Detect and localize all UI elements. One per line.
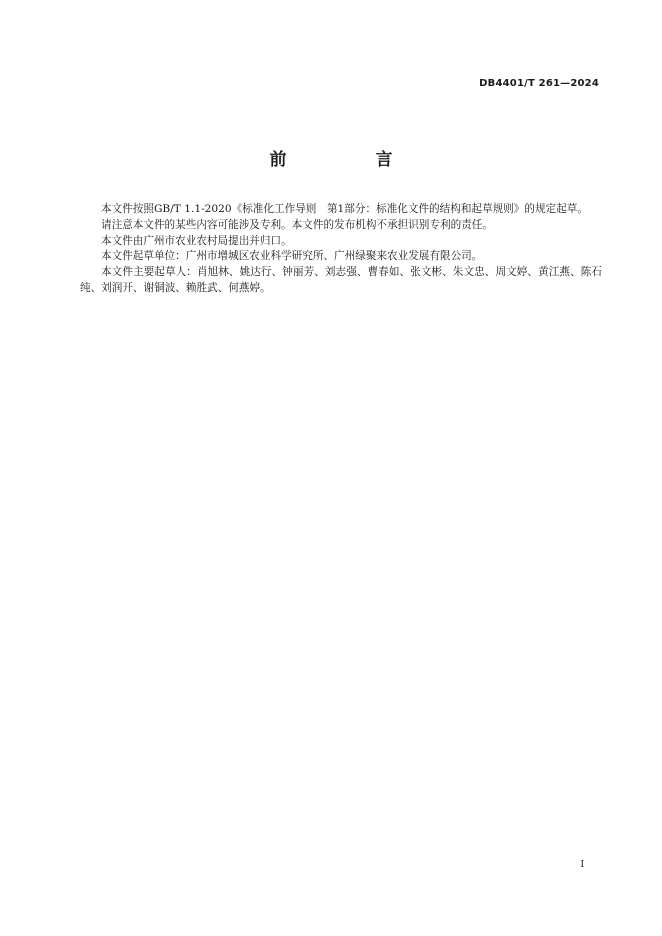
- page-number: I: [580, 860, 584, 870]
- document-code: DB4401/T 261—2024: [479, 78, 599, 89]
- paragraph-drafting-rules: 本文件按照GB/T 1.1-2020《标准化工作导则 第1部分：标准化文件的结构和起草规则》的规定起草。: [101, 203, 588, 215]
- paragraph-patent-notice: 请注意本文件的某些内容可能涉及专利。本文件的发布机构不承担识别专利的责任。: [101, 218, 493, 231]
- paragraph-drafting-units: 本文件起草单位：广州市增城区农业科学研究所、广州绿聚来农业发展有限公司。: [101, 250, 483, 263]
- paragraph-proposer: 本文件由广州市农业农村局提出并归口。: [101, 234, 292, 247]
- paragraph-main-drafters: 本文件主要起草人：肖旭林、姚达行、钟丽芳、刘志强、曹春如、张文彬、朱文忠、周文婷、黄江燕、陈石纯、刘润开、谢铜波、赖胜武、何燕婷。: [80, 266, 602, 294]
- page-title: 前 言: [269, 150, 429, 170]
- foreword-body: [80, 202, 602, 297]
